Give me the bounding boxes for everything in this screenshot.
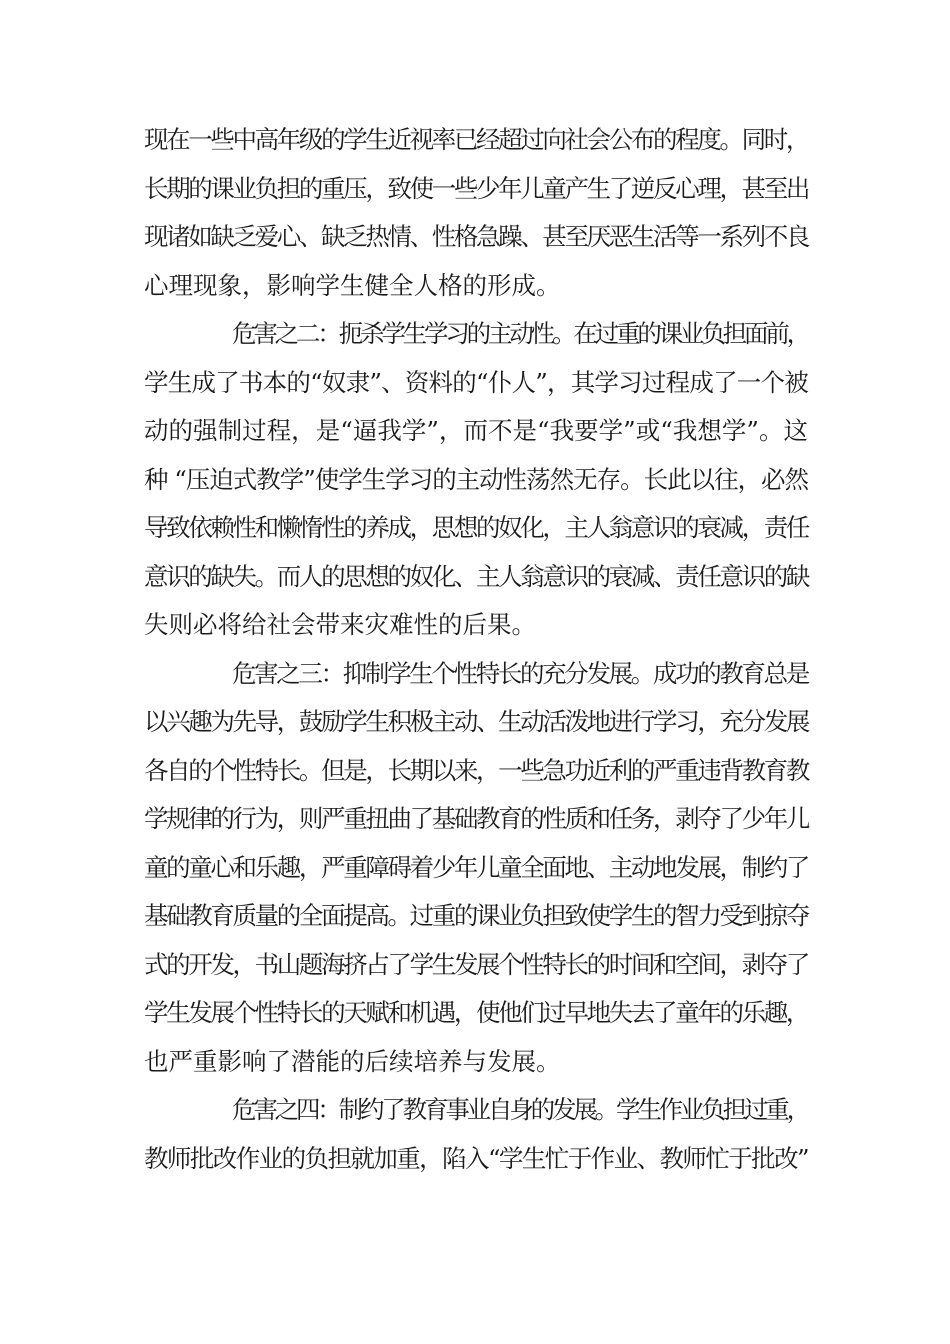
text-line: 各自的个性特长。但是，长期以来，一些急功近利的严重违背教育教: [144, 755, 808, 785]
text-line: 种 “压迫式教学”使学生学习的主动性荡然无存。长此以往，必然: [144, 464, 809, 494]
text-line: 学规律的行为，则严重扭曲了基础教育的性质和任务，剥夺了少年儿: [144, 804, 808, 833]
text-line: 失则必将给社会带来灾难性的后果。: [144, 610, 536, 639]
text-line: 危害之二：扼杀学生学习的主动性。在过重的课业负担面前，: [232, 319, 808, 348]
text-line: 也严重影响了潜能的后续培养与发展。: [144, 1046, 561, 1076]
text-line: 教师批改作业的负担就加重，陷入“学生忙于作业、教师忙于批改”: [144, 1143, 808, 1173]
text-line: 式的开发，书山题海挤占了学生发展个性特长的时间和空间，剥夺了: [144, 949, 808, 979]
paragraph-3: [144, 650, 808, 1087]
text-line: 现诸如缺乏爱心、缺乏热情、性格急躁、甚至厌恶生活等一系列不良: [144, 222, 808, 251]
text-line: 童的童心和乐趣，严重障碍着少年儿童全面地、主动地发展，制约了: [144, 852, 808, 882]
paragraph-4: [144, 1086, 808, 1183]
paragraph-1: [144, 116, 808, 310]
text-line: 基础教育质量的全面提高。过重的课业负担致使学生的智力受到掠夺: [144, 901, 808, 930]
text-line: 现在一些中高年级的学生近视率已经超过向社会公布的程度。同时，: [144, 125, 808, 154]
text-line: 动的强制过程，是“逼我学”，而不是“我要学”或“我想学”。这: [144, 416, 808, 445]
text-line: 导致依赖性和懒惰性的养成，思想的奴化，主人翁意识的衰减，责任: [144, 513, 808, 542]
text-line: 危害之四：制约了教育事业自身的发展。学生作业负担过重，: [232, 1095, 808, 1124]
text-line: 以兴趣为先导，鼓励学生积极主动、生动活泼地进行学习，充分发展: [144, 707, 808, 736]
paragraph-2: [144, 310, 808, 650]
text-line: 心理现象，影响学生健全人格的形成。: [144, 270, 561, 300]
text-line: 学生成了书本的“奴隶”、资料的“仆人”，其学习过程成了一个被: [144, 367, 808, 397]
text-line: 危害之三：抑制学生个性特长的充分发展。成功的教育总是: [232, 658, 808, 688]
text-line: 意识的缺失。而人的思想的奴化、主人翁意识的衰减、责任意识的缺: [144, 561, 808, 591]
document-body: [144, 116, 808, 1183]
text-line: 学生发展个性特长的天赋和机遇，使他们过早地失去了童年的乐趣，: [144, 998, 808, 1027]
text-line: 长期的课业负担的重压，致使一些少年儿童产生了逆反心理，甚至出: [144, 173, 808, 203]
